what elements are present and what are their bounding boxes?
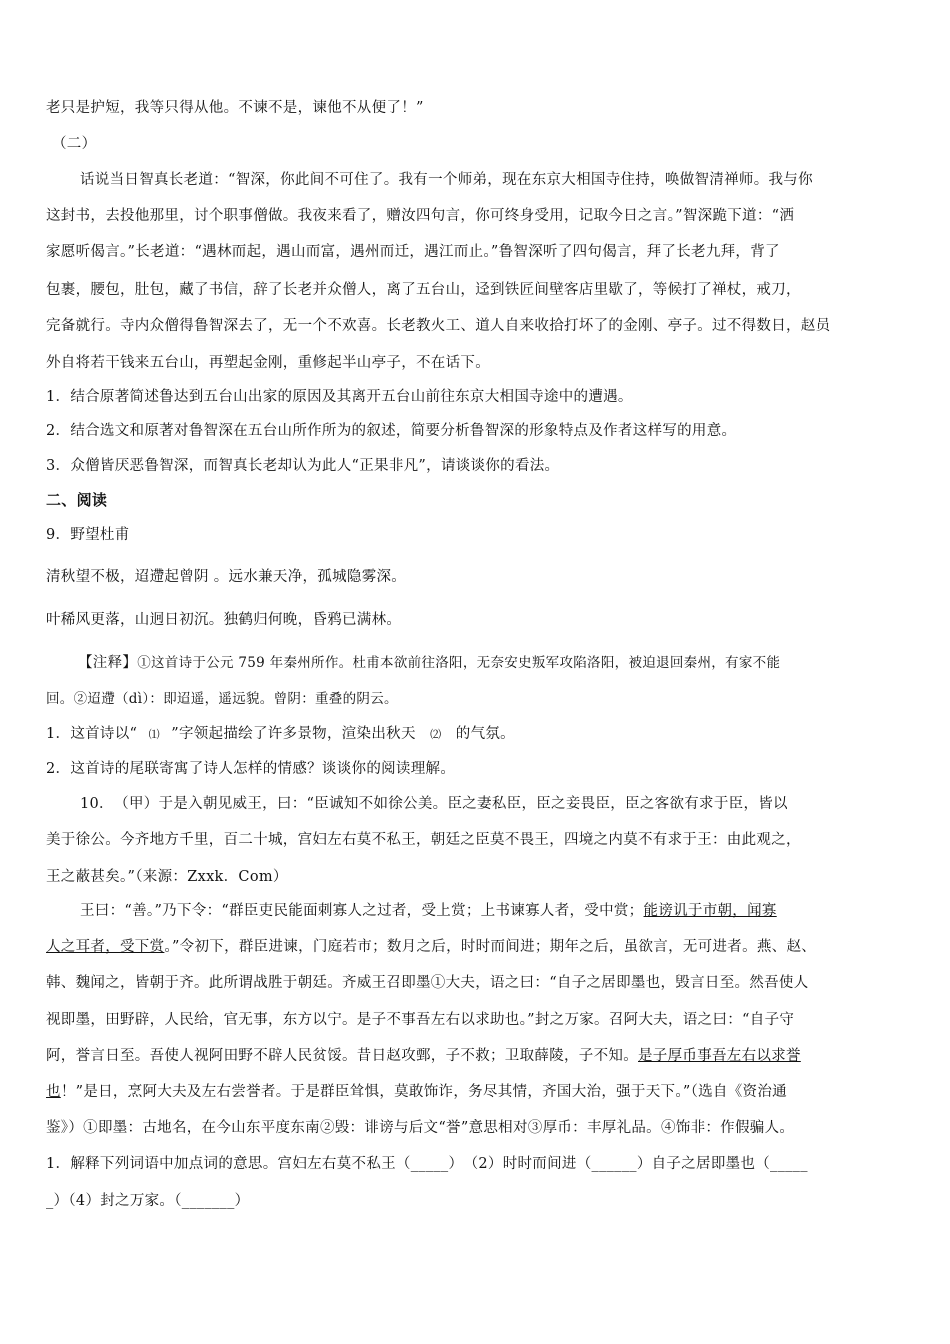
question-item: 1．解释下列词语中加点词的意思。宫妇左右莫不私王（_____） （2）时时而间进（______）自子之居即墨也（_____	[46, 1156, 808, 1172]
text-line: 话说当日智真长老道：“智深，你此间不可住了。我有一个师弟，现在东京大相国寺住持，唤做智清禅师。我与你	[80, 172, 813, 188]
text-line: 韩、魏闻之，皆朝于齐。此所谓战胜于朝廷。齐威王召即墨①大夫，语之曰：“自子之居即墨也，毁言日至。然吾使人	[46, 975, 809, 991]
poem-line: 叶稀风更落，山迥日初沉。独鹤归何晚，昏鸦已满林。	[46, 612, 402, 628]
question-item: 2．这首诗的尾联寄寓了诗人怎样的情感？谈谈你的阅读理解。	[46, 761, 456, 777]
text-line: 10． （甲）于是入朝见威王，曰：“臣诚知不如徐公美。臣之妻私臣，臣之妾畏臣，臣之客欲有求于臣，皆以	[80, 796, 788, 812]
text-line: 这封书，去投他那里，讨个职事僧做。我夜来看了，赠汝四句言，你可终身受用，记取今日之言。”智深跪下道：“洒	[46, 208, 795, 224]
question-item: _）（4）封之万家。（_______）	[46, 1193, 250, 1209]
question-item: 2．结合选文和原著对鲁智深在五台山所作所为的叙述，简要分析鲁智深的形象特点及作者这样写的用意。	[46, 423, 737, 439]
annotation-line	[78, 653, 908, 673]
question-item: 3．众僧皆厌恶鲁智深，而智真长老却认为此人“正果非凡”，请谈谈你的看法。	[46, 458, 560, 474]
annotation-line: 回。②迢遰（dì）：即迢遥，遥远貌。曾阴：重叠的阴云。	[46, 691, 398, 707]
answer-blank[interactable]: _____	[410, 1156, 449, 1172]
poem-line: 清秋望不极，迢遰起曾阴 。远水兼天净，孤城隐雾深。	[46, 569, 407, 585]
answer-blank[interactable]: _______	[181, 1193, 235, 1209]
annotation-text: ①这首诗于公元 759 年秦州所作。杜甫本欲前往洛阳，无奈安史叛军攻陷洛阳，被迫退回秦州，有家不能	[137, 655, 781, 671]
blank-2[interactable]: ⑵	[430, 728, 442, 741]
blank-1[interactable]: ⑴	[148, 728, 160, 741]
text-line: 美于徐公。今齐地方千里，百二十城，宫妇左右莫不私王，朝廷之臣莫不畏王，四境之内莫不有求于王：由此观之，	[46, 832, 801, 848]
section-marker: （二）	[52, 136, 97, 152]
poem-title: 9．野望杜甫	[46, 527, 130, 543]
underlined-phrase: 是子厚币事吾左右以求誉	[638, 1048, 801, 1064]
question-item: 1．这首诗以“ ⑴ ”字领起描绘了许多景物，渲染出秋天 ⑵ 的气氛。	[46, 724, 908, 745]
underlined-phrase: 人之耳者，受下赏	[46, 939, 165, 955]
underlined-phrase: 能谤讥于市朝，闻寡	[643, 903, 777, 919]
text-line: 包裹，腰包，肚包，藏了书信，辞了长老并众僧人，离了五台山，迳到铁匠间壁客店里歇了，等候打了禅杖，戒刀，	[46, 282, 801, 298]
text-line: 老只是护短，我等只得从他。不谏不是，谏他不从便了！”	[46, 100, 424, 116]
answer-blank[interactable]: _____	[770, 1156, 808, 1172]
footnote-line: 鉴》）①即墨：古地名，在今山东平度东南②毁：诽谤与后文“誉”意思相对③厚币：丰厚礼品。④饰非：作假骗人。	[46, 1120, 795, 1136]
answer-blank[interactable]: _	[46, 1193, 54, 1209]
answer-blank[interactable]: ______	[591, 1156, 637, 1172]
text-line: 家愿听偈言。”长老道：“遇林而起，遇山而富，遇州而迁，遇江而止。”鲁智深听了四句偈言，拜了长老九拜，背了	[46, 244, 780, 260]
text-line: 人之耳者，受下赏。”令初下，群臣进谏，门庭若市；数月之后，时时而间进；期年之后，虽欲言，无可进者。燕、赵、	[46, 939, 817, 955]
text-line: 阿，誉言日至。吾使人视阿田野不辟人民贫馁。昔日赵攻鄄，子不救；卫取薛陵，子不知。是子厚币事吾左右以求誉	[46, 1048, 801, 1064]
section-heading: 二、阅读	[46, 491, 108, 509]
underlined-phrase: 也	[46, 1084, 61, 1100]
text-line: 外自将若干钱来五台山，再塑起金刚，重修起半山亭子，不在话下。	[46, 355, 490, 371]
text-line: 王之蔽甚矣。”（来源：Zxxk．Com）	[46, 869, 288, 885]
text-line: 完备就行。寺内众僧得鲁智深去了，无一个不欢喜。长老教火工、道人自来收拾打坏了的金刚、亭子。过不得数日，赵员	[46, 318, 831, 334]
question-item: 1．结合原著简述鲁达到五台山出家的原因及其离开五台山前往东京大相国寺途中的遭遇。	[46, 389, 633, 405]
text-line: 视即墨，田野辟，人民给，官无事，东方以宁。是子不事吾左右以求助也。”封之万家。召阿大夫，语之曰：“自子守	[46, 1012, 795, 1028]
text-line: 王曰：“善。”乃下令：“群臣吏民能面刺寡人之过者，受上赏；上书谏寡人者，受中赏；能谤讥于市朝，闻寡	[80, 903, 777, 919]
text-line: 也！”是日，烹阿大夫及左右尝誉者。于是群臣耸惧，莫敢饰诈，务尽其情，齐国大治，强于天下。”（选自《资治通	[46, 1084, 787, 1100]
annotation-label: 【注释】	[78, 655, 138, 671]
